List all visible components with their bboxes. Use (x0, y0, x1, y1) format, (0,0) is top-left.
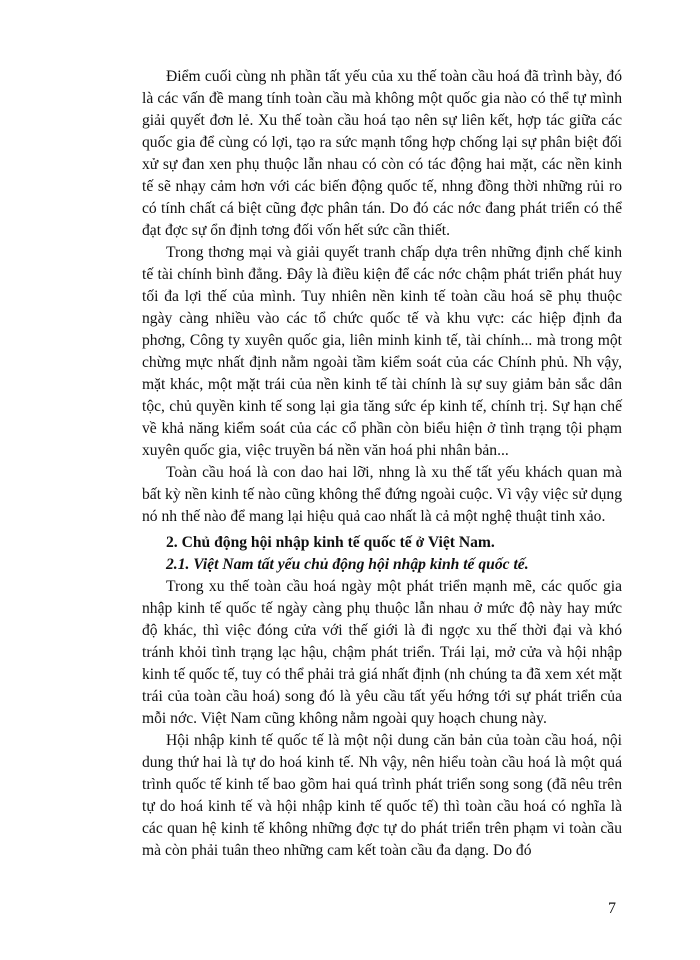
subsection-heading: 2.1. Việt Nam tất yếu chủ động hội nhập kinh tế quốc tế. (166, 556, 529, 573)
paragraph: Điểm cuối cùng nh phần tất yếu của xu thế toàn cầu hoá đã trình bày, đó là các vấn đề mang tính toàn cầu mà không một quốc gia nào có thể tự mình giải quyết đơn lẻ. Xu thế toàn cầu hoá tạo nên sự liên kết, hợp tác giữa các quốc gia để cùng có lợi, tạo ra sức mạnh tổng hợp chống lại sự phân biệt đối xử sự đan xen phụ thuộc lẫn nhau có còn có tác động hai mặt, các nền kinh tế sẽ nhạy cảm hơn với các biến động quốc tế, nhng đồng thời những rủi ro có tính chất cá biệt cũng đợc phân tán. Do đó các nớc đang phát triển có thể đạt đợc sự ổn định tơng đối vốn hết sức cần thiết. (142, 68, 622, 239)
page-number: 7 (608, 900, 616, 917)
paragraph: Hội nhập kinh tế quốc tế là một nội dung căn bản của toàn cầu hoá, nội dung thứ hai là tự do hoá kinh tế. Nh vậy, nên hiểu toàn cầu hoá là một quá trình quốc tế kinh tế bao gồm hai quá trình phát triển song song (đã nêu trên tự do hoá kinh tế và hội nhập kinh tế quốc tế) thì toàn cầu hoá có nghĩa là các quan hệ kinh tế không những đợc tự do phát triển trên phạm vi toàn cầu mà còn phải tuân theo những cam kết toàn cầu đa dạng. Do đó (142, 732, 622, 859)
paragraph: Toàn cầu hoá là con dao hai lỡi, nhng là xu thế tất yếu khách quan mà bất kỳ nền kinh tế nào cũng không thể đứng ngoài cuộc. Vì vậy việc sử dụng nó nh thế nào để mang lại hiệu quả cao nhất là cả một nghệ thuật tinh xảo. (142, 464, 622, 525)
paragraph: Trong thơng mại và giải quyết tranh chấp dựa trên những định chế kinh tế tài chính bình đẳng. Đây là điều kiện để các nớc chậm phát triển phát huy tối đa lợi thế của mình. Tuy nhiên nền kinh tế toàn cầu hoá sẽ phụ thuộc ngày càng nhiều vào các tổ chức quốc tế và khu vực: các hiệp định đa phơng, Công ty xuyên quốc gia, liên minh kinh tế, tài chính... mà trong một chừng mực nhất định nằm ngoài tầm kiểm soát của các Chính phủ. Nh vậy, mặt khác, một mặt trái của nền kinh tế tài chính là sự suy giảm bản sắc dân tộc, chủ quyền kinh tế song lại gia tăng sức ép kinh tế, chính trị. Sự hạn chế về khả năng kiểm soát của các cổ phần còn biểu hiện ở tình trạng tội phạm xuyên quốc gia, việc truyền bá nền văn hoá phi nhân bản... (142, 244, 622, 459)
paragraph: Trong xu thế toàn cầu hoá ngày một phát triển mạnh mẽ, các quốc gia nhập kinh tế quốc tế ngày càng phụ thuộc lẫn nhau ở mức độ này hay mức độ khác, thì việc đóng cửa với thế giới là đi ngợc xu thế thời đại và khó tránh khỏi tình trạng lạc hậu, chậm phát triển. Trái lại, mở cửa và hội nhập kinh tế quốc tế, tuy có thể phải trả giá nhất định (nh chúng ta đã xem xét mặt trái của toàn cầu hoá) song đó là yêu cầu tất yếu hớng tới sự phát triển của mỗi nớc. Việt Nam cũng không nằm ngoài quy hoạch chung này. (142, 578, 622, 727)
document-body (142, 66, 622, 862)
section-heading: 2. Chủ động hội nhập kinh tế quốc tế ở Việt Nam. (166, 534, 495, 551)
